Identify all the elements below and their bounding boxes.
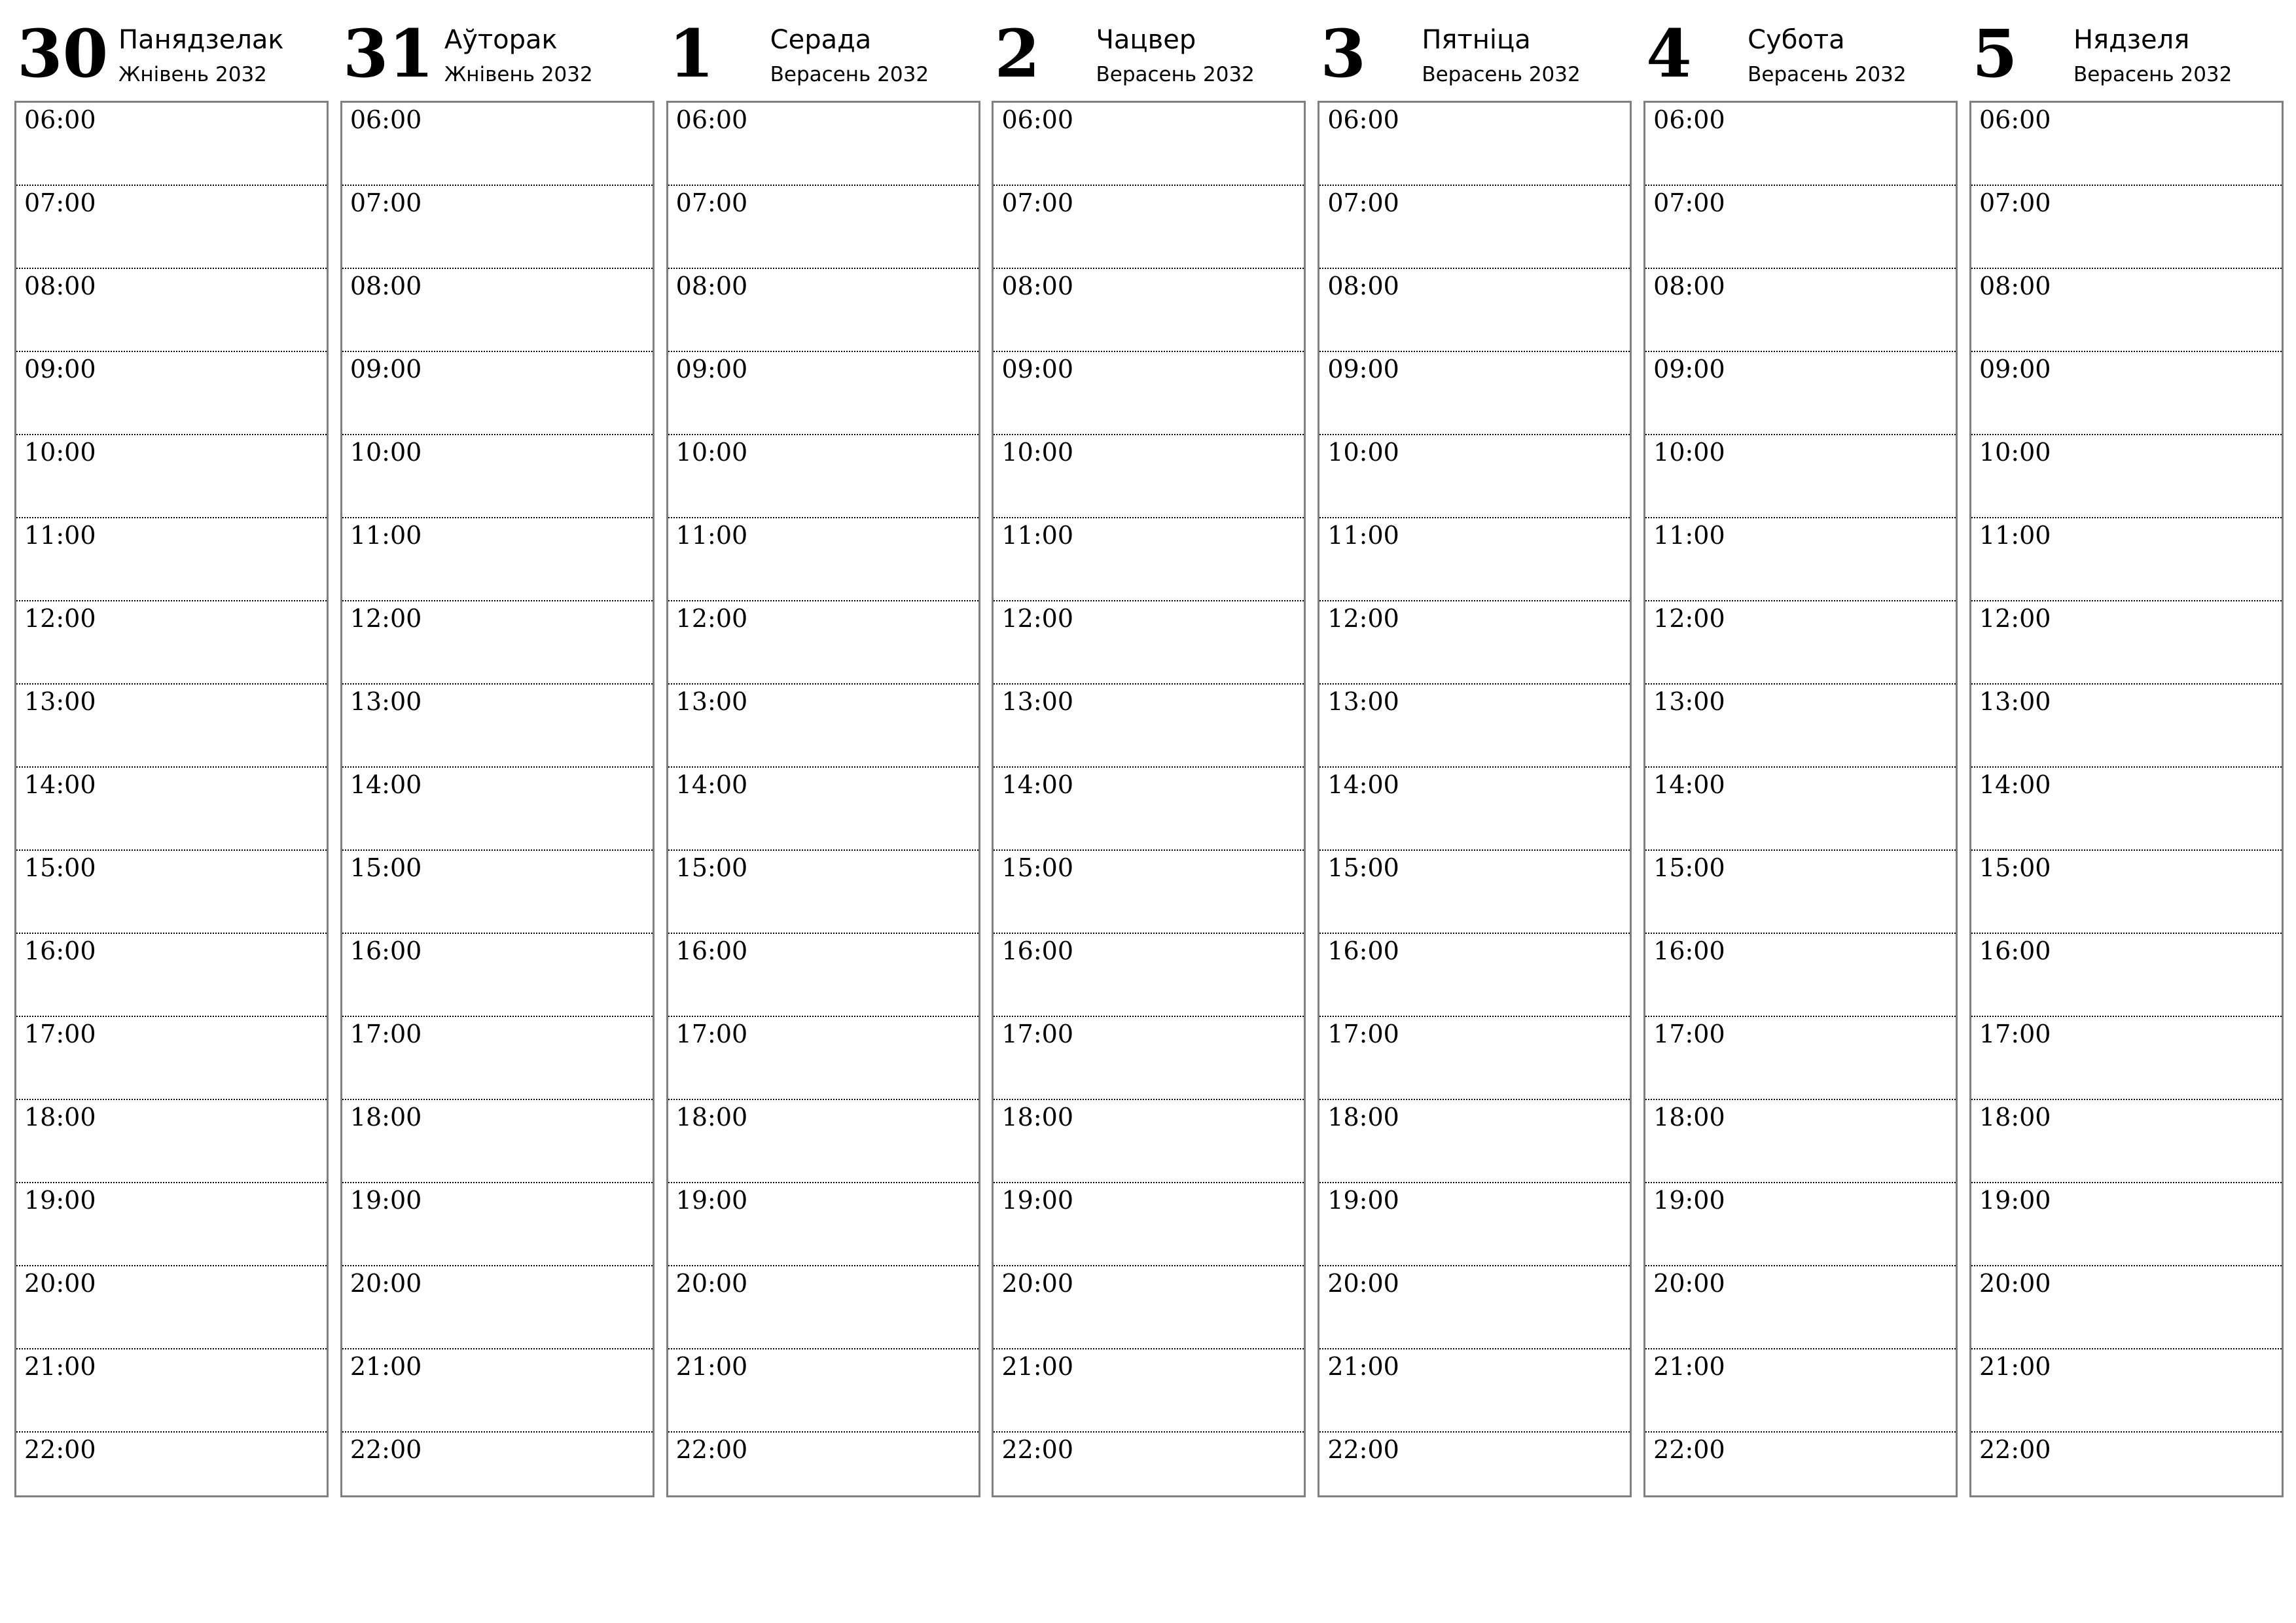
hour-label: 12:00 xyxy=(1653,604,1725,633)
hour-label: 07:00 xyxy=(24,188,96,217)
hour-slot[interactable] xyxy=(1319,1349,1630,1433)
day-header xyxy=(1318,0,1630,101)
hour-label: 19:00 xyxy=(350,1186,422,1215)
hour-slot[interactable] xyxy=(1971,518,2282,601)
hour-label: 16:00 xyxy=(1653,936,1725,965)
hour-slot[interactable] xyxy=(342,1017,653,1100)
hour-label: 17:00 xyxy=(1327,1020,1399,1048)
hour-slot[interactable] xyxy=(16,1433,327,1514)
hour-slot[interactable] xyxy=(994,352,1304,435)
day-number: 3 xyxy=(1320,15,1366,92)
day-header xyxy=(14,0,327,101)
hour-slot[interactable] xyxy=(342,601,653,685)
hour-label: 10:00 xyxy=(350,438,422,467)
hour-slot[interactable] xyxy=(16,352,327,435)
hour-label: 22:00 xyxy=(1653,1435,1725,1464)
hour-label: 20:00 xyxy=(675,1269,748,1298)
hour-label: 07:00 xyxy=(1653,188,1725,217)
hour-label: 06:00 xyxy=(1653,105,1725,134)
hour-label: 12:00 xyxy=(675,604,748,633)
hour-label: 12:00 xyxy=(1979,604,2051,633)
hour-label: 21:00 xyxy=(24,1352,96,1381)
hour-slot[interactable] xyxy=(1319,601,1630,685)
hour-slot[interactable] xyxy=(1971,435,2282,518)
hour-slot[interactable] xyxy=(994,1100,1304,1183)
hour-slot[interactable] xyxy=(668,685,978,768)
hour-slot[interactable] xyxy=(1971,1183,2282,1266)
weekday-name: Нядзеля xyxy=(2073,25,2190,55)
month-year-label: Жнівень 2032 xyxy=(118,63,267,86)
hour-slot[interactable] xyxy=(1971,103,2282,186)
hour-slot[interactable] xyxy=(1645,685,1956,768)
hour-slot[interactable] xyxy=(994,103,1304,186)
hour-slot[interactable] xyxy=(1971,1100,2282,1183)
hour-label: 19:00 xyxy=(1979,1186,2051,1215)
hour-label: 16:00 xyxy=(1001,936,1073,965)
hour-label: 18:00 xyxy=(1653,1103,1725,1132)
hour-label: 11:00 xyxy=(1327,521,1399,550)
hour-slot[interactable] xyxy=(1971,934,2282,1017)
hour-label: 18:00 xyxy=(675,1103,748,1132)
hour-slot[interactable] xyxy=(1319,352,1630,435)
hour-slot[interactable] xyxy=(668,435,978,518)
hour-slot[interactable] xyxy=(1971,1017,2282,1100)
hour-slot[interactable] xyxy=(1319,1266,1630,1349)
hour-label: 10:00 xyxy=(1653,438,1725,467)
day-schedule-box xyxy=(1969,101,2284,1497)
hour-slot[interactable] xyxy=(342,352,653,435)
hour-label: 22:00 xyxy=(1979,1435,2051,1464)
day-header xyxy=(1643,0,1956,101)
hour-slot[interactable] xyxy=(1971,685,2282,768)
hour-slot[interactable] xyxy=(342,1433,653,1514)
hour-slot[interactable] xyxy=(994,601,1304,685)
hour-label: 09:00 xyxy=(675,355,748,383)
hour-label: 09:00 xyxy=(24,355,96,383)
hour-label: 22:00 xyxy=(24,1435,96,1464)
hour-label: 22:00 xyxy=(675,1435,748,1464)
hour-label: 10:00 xyxy=(1979,438,2051,467)
hour-slot[interactable] xyxy=(1319,934,1630,1017)
hour-slot[interactable] xyxy=(668,518,978,601)
hour-slot[interactable] xyxy=(342,435,653,518)
hour-slot[interactable] xyxy=(1319,768,1630,851)
weekday-name: Панядзелак xyxy=(118,25,284,55)
hour-slot[interactable] xyxy=(994,269,1304,352)
hour-label: 19:00 xyxy=(1001,1186,1073,1215)
hour-slot[interactable] xyxy=(1971,1433,2282,1514)
hour-label: 13:00 xyxy=(1001,687,1073,716)
hour-label: 20:00 xyxy=(24,1269,96,1298)
hour-label: 07:00 xyxy=(675,188,748,217)
hour-slot[interactable] xyxy=(1645,186,1956,269)
hour-label: 14:00 xyxy=(1327,770,1399,799)
hour-label: 06:00 xyxy=(24,105,96,134)
hour-slot[interactable] xyxy=(16,685,327,768)
hour-slot[interactable] xyxy=(994,1433,1304,1514)
hour-slot[interactable] xyxy=(668,269,978,352)
hour-slot[interactable] xyxy=(1319,1433,1630,1514)
hour-slot[interactable] xyxy=(994,435,1304,518)
hour-slot[interactable] xyxy=(342,103,653,186)
hour-label: 15:00 xyxy=(1653,853,1725,882)
hour-label: 13:00 xyxy=(675,687,748,716)
hour-label: 06:00 xyxy=(1979,105,2051,134)
hour-slot[interactable] xyxy=(1971,186,2282,269)
weekday-name: Аўторак xyxy=(444,25,558,55)
hour-slot[interactable] xyxy=(1971,1349,2282,1433)
hour-label: 20:00 xyxy=(1653,1269,1725,1298)
weekly-planner xyxy=(14,0,2282,1505)
hour-slot[interactable] xyxy=(668,1100,978,1183)
hour-slot[interactable] xyxy=(668,934,978,1017)
hour-label: 09:00 xyxy=(1327,355,1399,383)
hour-label: 06:00 xyxy=(1001,105,1073,134)
hour-slot[interactable] xyxy=(1645,103,1956,186)
hour-label: 09:00 xyxy=(1001,355,1073,383)
hour-slot[interactable] xyxy=(1319,269,1630,352)
hour-label: 20:00 xyxy=(1327,1269,1399,1298)
hour-slot[interactable] xyxy=(16,1349,327,1433)
hour-slot[interactable] xyxy=(16,1266,327,1349)
hour-label: 08:00 xyxy=(1327,272,1399,300)
hour-slot[interactable] xyxy=(16,851,327,934)
hour-label: 08:00 xyxy=(1979,272,2051,300)
hour-label: 13:00 xyxy=(24,687,96,716)
month-year-label: Верасень 2032 xyxy=(1422,63,1581,86)
hour-slot[interactable] xyxy=(342,1266,653,1349)
day-number: 5 xyxy=(1971,15,2018,92)
hour-slot[interactable] xyxy=(16,103,327,186)
hour-label: 14:00 xyxy=(1653,770,1725,799)
hour-label: 16:00 xyxy=(1979,936,2051,965)
hour-label: 08:00 xyxy=(675,272,748,300)
hour-label: 15:00 xyxy=(1327,853,1399,882)
hour-slot[interactable] xyxy=(1645,601,1956,685)
hour-slot[interactable] xyxy=(994,186,1304,269)
hour-label: 07:00 xyxy=(1001,188,1073,217)
hour-slot[interactable] xyxy=(668,851,978,934)
hour-label: 15:00 xyxy=(350,853,422,882)
hour-slot[interactable] xyxy=(1645,1433,1956,1514)
day-column xyxy=(666,0,978,1505)
hour-label: 06:00 xyxy=(350,105,422,134)
day-column xyxy=(14,0,327,1505)
hour-slot[interactable] xyxy=(1319,103,1630,186)
hour-label: 15:00 xyxy=(24,853,96,882)
hour-slot[interactable] xyxy=(668,1017,978,1100)
hour-slot[interactable] xyxy=(342,269,653,352)
hour-label: 16:00 xyxy=(350,936,422,965)
hour-slot[interactable] xyxy=(1645,851,1956,934)
hour-slot[interactable] xyxy=(342,1349,653,1433)
hour-slot[interactable] xyxy=(16,601,327,685)
hour-label: 16:00 xyxy=(1327,936,1399,965)
hour-slot[interactable] xyxy=(16,934,327,1017)
hour-slot[interactable] xyxy=(16,1100,327,1183)
day-header xyxy=(666,0,978,101)
day-schedule-box xyxy=(1643,101,1958,1497)
hour-slot[interactable] xyxy=(1645,435,1956,518)
hour-label: 11:00 xyxy=(350,521,422,550)
hour-slot[interactable] xyxy=(1319,435,1630,518)
hour-label: 21:00 xyxy=(1001,1352,1073,1381)
hour-slot[interactable] xyxy=(668,1266,978,1349)
hour-slot[interactable] xyxy=(1319,186,1630,269)
hour-label: 14:00 xyxy=(350,770,422,799)
hour-slot[interactable] xyxy=(1319,851,1630,934)
hour-slot[interactable] xyxy=(1971,269,2282,352)
hour-label: 09:00 xyxy=(1653,355,1725,383)
hour-label: 08:00 xyxy=(24,272,96,300)
hour-slot[interactable] xyxy=(342,518,653,601)
hour-label: 21:00 xyxy=(350,1352,422,1381)
hour-slot[interactable] xyxy=(668,1433,978,1514)
day-schedule-box xyxy=(340,101,655,1497)
hour-label: 19:00 xyxy=(24,1186,96,1215)
hour-slot[interactable] xyxy=(1971,352,2282,435)
hour-label: 09:00 xyxy=(1979,355,2051,383)
hour-slot[interactable] xyxy=(342,851,653,934)
day-column xyxy=(992,0,1304,1505)
hour-label: 13:00 xyxy=(350,687,422,716)
hour-label: 07:00 xyxy=(350,188,422,217)
hour-label: 21:00 xyxy=(675,1352,748,1381)
hour-slot[interactable] xyxy=(668,103,978,186)
hour-label: 17:00 xyxy=(350,1020,422,1048)
hour-slot[interactable] xyxy=(668,1349,978,1433)
hour-label: 08:00 xyxy=(1001,272,1073,300)
hour-slot[interactable] xyxy=(16,1183,327,1266)
hour-label: 11:00 xyxy=(1653,521,1725,550)
hour-label: 09:00 xyxy=(350,355,422,383)
hour-slot[interactable] xyxy=(342,1183,653,1266)
hour-label: 18:00 xyxy=(24,1103,96,1132)
hour-label: 10:00 xyxy=(675,438,748,467)
hour-slot[interactable] xyxy=(1971,768,2282,851)
day-schedule-box xyxy=(14,101,329,1497)
hour-slot[interactable] xyxy=(1645,1266,1956,1349)
hour-label: 10:00 xyxy=(1327,438,1399,467)
hour-label: 07:00 xyxy=(1327,188,1399,217)
month-year-label: Жнівень 2032 xyxy=(444,63,593,86)
hour-slot[interactable] xyxy=(668,601,978,685)
hour-slot[interactable] xyxy=(668,186,978,269)
hour-slot[interactable] xyxy=(342,1100,653,1183)
hour-label: 20:00 xyxy=(1001,1269,1073,1298)
hour-label: 22:00 xyxy=(1327,1435,1399,1464)
day-column xyxy=(1969,0,2282,1505)
hour-slot[interactable] xyxy=(1645,1349,1956,1433)
hour-slot[interactable] xyxy=(1319,685,1630,768)
hour-label: 11:00 xyxy=(24,521,96,550)
day-schedule-box xyxy=(666,101,980,1497)
hour-label: 11:00 xyxy=(675,521,748,550)
hour-label: 16:00 xyxy=(24,936,96,965)
hour-slot[interactable] xyxy=(16,435,327,518)
day-header xyxy=(340,0,653,101)
hour-slot[interactable] xyxy=(1319,1183,1630,1266)
hour-slot[interactable] xyxy=(342,685,653,768)
hour-label: 18:00 xyxy=(1979,1103,2051,1132)
hour-label: 11:00 xyxy=(1001,521,1073,550)
hour-label: 17:00 xyxy=(24,1020,96,1048)
hour-slot[interactable] xyxy=(1319,518,1630,601)
hour-label: 21:00 xyxy=(1979,1352,2051,1381)
month-year-label: Верасень 2032 xyxy=(770,63,929,86)
hour-label: 22:00 xyxy=(350,1435,422,1464)
hour-slot[interactable] xyxy=(1645,1100,1956,1183)
day-number: 4 xyxy=(1646,15,1692,92)
day-number: 1 xyxy=(668,15,715,92)
hour-label: 17:00 xyxy=(1001,1020,1073,1048)
hour-label: 10:00 xyxy=(24,438,96,467)
day-number: 31 xyxy=(342,15,434,92)
hour-slot[interactable] xyxy=(1645,768,1956,851)
hour-label: 17:00 xyxy=(1653,1020,1725,1048)
hour-slot[interactable] xyxy=(16,768,327,851)
hour-label: 15:00 xyxy=(1001,853,1073,882)
hour-label: 13:00 xyxy=(1327,687,1399,716)
hour-label: 17:00 xyxy=(1979,1020,2051,1048)
hour-slot[interactable] xyxy=(994,685,1304,768)
hour-label: 21:00 xyxy=(1653,1352,1725,1381)
hour-slot[interactable] xyxy=(342,934,653,1017)
hour-slot[interactable] xyxy=(1645,1017,1956,1100)
month-year-label: Верасень 2032 xyxy=(2073,63,2233,86)
hour-label: 14:00 xyxy=(1979,770,2051,799)
hour-label: 22:00 xyxy=(1001,1435,1073,1464)
hour-slot[interactable] xyxy=(994,1266,1304,1349)
hour-label: 06:00 xyxy=(675,105,748,134)
hour-label: 20:00 xyxy=(1979,1269,2051,1298)
hour-slot[interactable] xyxy=(342,768,653,851)
hour-label: 08:00 xyxy=(350,272,422,300)
hour-slot[interactable] xyxy=(994,1183,1304,1266)
day-column xyxy=(1643,0,1956,1505)
hour-slot[interactable] xyxy=(994,1017,1304,1100)
hour-label: 18:00 xyxy=(1327,1103,1399,1132)
hour-slot[interactable] xyxy=(994,851,1304,934)
hour-label: 10:00 xyxy=(1001,438,1073,467)
hour-label: 07:00 xyxy=(1979,188,2051,217)
day-column xyxy=(1318,0,1630,1505)
weekday-name: Пятніца xyxy=(1422,25,1531,55)
hour-slot[interactable] xyxy=(1971,1266,2282,1349)
day-header xyxy=(992,0,1304,101)
hour-slot[interactable] xyxy=(1971,851,2282,934)
hour-slot[interactable] xyxy=(1645,518,1956,601)
hour-label: 19:00 xyxy=(1653,1186,1725,1215)
hour-slot[interactable] xyxy=(16,518,327,601)
hour-slot[interactable] xyxy=(16,1017,327,1100)
hour-slot[interactable] xyxy=(1645,934,1956,1017)
hour-label: 06:00 xyxy=(1327,105,1399,134)
hour-slot[interactable] xyxy=(994,1349,1304,1433)
hour-label: 20:00 xyxy=(350,1269,422,1298)
day-header xyxy=(1969,0,2282,101)
hour-label: 08:00 xyxy=(1653,272,1725,300)
hour-label: 17:00 xyxy=(675,1020,748,1048)
day-column xyxy=(340,0,653,1505)
hour-label: 19:00 xyxy=(1327,1186,1399,1215)
hour-label: 14:00 xyxy=(24,770,96,799)
hour-label: 18:00 xyxy=(1001,1103,1073,1132)
hour-slot[interactable] xyxy=(994,934,1304,1017)
hour-slot[interactable] xyxy=(1319,1017,1630,1100)
hour-label: 16:00 xyxy=(675,936,748,965)
month-year-label: Верасень 2032 xyxy=(1748,63,1907,86)
hour-label: 12:00 xyxy=(350,604,422,633)
hour-label: 13:00 xyxy=(1653,687,1725,716)
hour-label: 12:00 xyxy=(24,604,96,633)
hour-slot[interactable] xyxy=(668,352,978,435)
day-number: 30 xyxy=(17,15,109,92)
hour-slot[interactable] xyxy=(668,768,978,851)
day-number: 2 xyxy=(994,15,1041,92)
hour-label: 19:00 xyxy=(675,1186,748,1215)
hour-label: 18:00 xyxy=(350,1103,422,1132)
hour-slot[interactable] xyxy=(668,1183,978,1266)
day-schedule-box xyxy=(1318,101,1632,1497)
hour-label: 14:00 xyxy=(1001,770,1073,799)
hour-label: 12:00 xyxy=(1327,604,1399,633)
hour-slot[interactable] xyxy=(342,186,653,269)
hour-slot[interactable] xyxy=(1645,1183,1956,1266)
hour-slot[interactable] xyxy=(16,186,327,269)
hour-slot[interactable] xyxy=(1971,601,2282,685)
hour-slot[interactable] xyxy=(994,518,1304,601)
hour-label: 15:00 xyxy=(1979,853,2051,882)
month-year-label: Верасень 2032 xyxy=(1096,63,1255,86)
hour-label: 21:00 xyxy=(1327,1352,1399,1381)
hour-label: 15:00 xyxy=(675,853,748,882)
hour-slot[interactable] xyxy=(1645,269,1956,352)
weekday-name: Субота xyxy=(1748,25,1845,55)
hour-slot[interactable] xyxy=(1319,1100,1630,1183)
day-schedule-box xyxy=(992,101,1306,1497)
hour-slot[interactable] xyxy=(994,768,1304,851)
hour-slot[interactable] xyxy=(1645,352,1956,435)
hour-label: 12:00 xyxy=(1001,604,1073,633)
hour-label: 11:00 xyxy=(1979,521,2051,550)
weekday-name: Чацвер xyxy=(1096,25,1196,55)
hour-label: 13:00 xyxy=(1979,687,2051,716)
hour-label: 14:00 xyxy=(675,770,748,799)
hour-slot[interactable] xyxy=(16,269,327,352)
weekday-name: Серада xyxy=(770,25,872,55)
